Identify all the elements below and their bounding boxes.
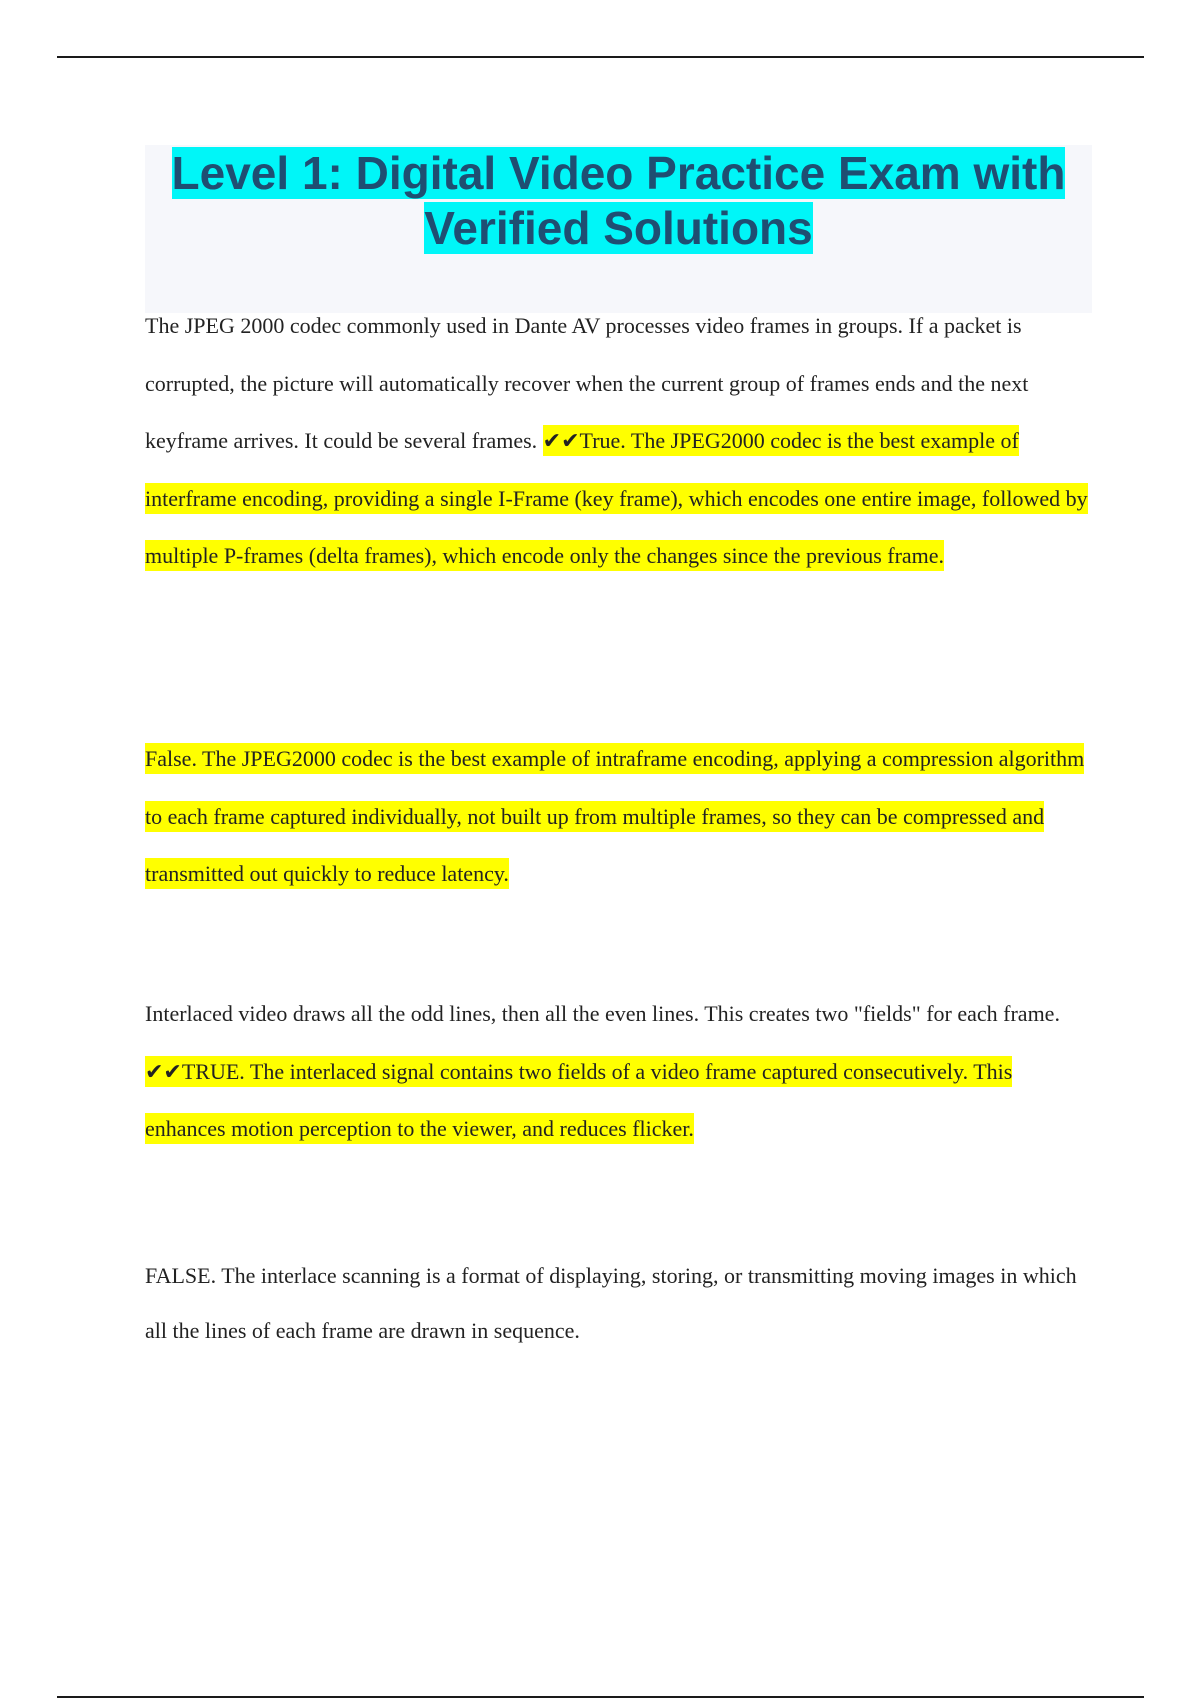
- top-rule: [57, 56, 1144, 58]
- question-2-note: [145, 1248, 1090, 1358]
- question-1-note: [145, 730, 1090, 903]
- question-1-note-text: False. The JPEG2000 codec is the best example of intraframe encoding, applying a compression algorithm to each frame captured individually, not built up from multiple frames, so they can be compressed and transmitted out quickly to reduce latency.: [145, 743, 1084, 889]
- question-2: [145, 985, 1090, 1158]
- question-2-note-text: FALSE. The interlace scanning is a format of displaying, storing, or transmitting moving images in which all the lines of each frame are drawn in sequence.: [145, 1263, 1077, 1343]
- question-2-answer: ✔✔TRUE. The interlaced signal contains two fields of a video frame captured consecutively. This enhances motion perception to the viewer, and reduces flicker.: [145, 1056, 1012, 1145]
- question-1-answer: ✔✔True. The JPEG2000 codec is the best example of interframe encoding, providing a single I-Frame (key frame), which encodes one entire image, followed by multiple P-frames (delta frames), which encode only the changes since the previous frame.: [145, 425, 1088, 571]
- question-1-text: The JPEG 2000 codec commonly used in Dante AV processes video frames in groups. If a packet is corrupted, the picture will automatically recover when the current group of frames ends and the next keyframe arrives. It could be several frames.: [145, 313, 1029, 454]
- question-1: [145, 297, 1090, 585]
- question-2-text: Interlaced video draws all the odd lines, then all the even lines. This creates two "fields" for each frame.: [145, 1001, 1060, 1026]
- bottom-rule: [57, 1696, 1144, 1698]
- document-title: [145, 146, 1092, 256]
- document-title-text: Level 1: Digital Video Practice Exam with Verified Solutions: [171, 147, 1066, 254]
